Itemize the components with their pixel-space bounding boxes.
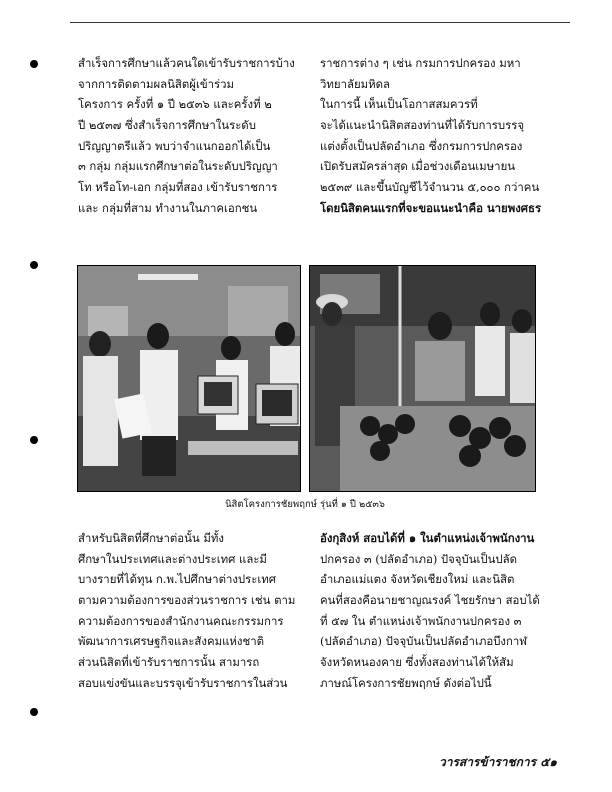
text-line: ที่ ๕๗ ใน ตำแหน่งเจ้าพนักงานปกครอง ๓ [320, 613, 522, 628]
text-line: บางรายที่ได้ทุน ก.พ.ไปศึกษาต่างประเทศ [78, 572, 277, 587]
page-footer: วารสารข้าราชการ ๕๑ [438, 755, 557, 769]
text-line: แต่งตั้งเป็นปลัดอำเภอ ซึ่งกรมการปกครอง [320, 138, 523, 153]
text-line: อำเภอแม่แตง จังหวัดเชียงใหม่ และนิสิต [320, 572, 515, 587]
bullet-dot-icon [30, 436, 38, 444]
text-line: ๓ กลุ่ม กลุ่มแรกศึกษาต่อในระดับปริญญา [78, 159, 278, 174]
header-rule [70, 22, 570, 23]
text-line: จะได้แนะนำนิสิตสองท่านที่ได้รับการบรรจุ [320, 118, 525, 133]
bottom-right-column [320, 528, 540, 694]
bottom-left-column [78, 528, 295, 694]
top-left-column [78, 53, 295, 219]
text-line: ๒๕๓๙ และขึ้นบัญชีไว้จำนวน ๕,๐๐๐ กว่าคน [320, 180, 540, 195]
text-line: ตามความต้องการของส่วนราชการ เช่น ตาม [78, 593, 296, 608]
text-line: วิทยาลัยมหิดล [320, 76, 391, 91]
text-line: ปี ๒๕๓๗ ซึ่งสำเร็จการศึกษาในระดับ [78, 118, 256, 133]
photo-students-factory [309, 265, 536, 492]
text-line: (ปลัดอำเภอ) ปัจจุบันเป็นปลัดอำเภอบึงกาฬ [320, 634, 528, 649]
top-right-column [320, 53, 541, 219]
text-line: อังกุสิงห์ สอบได้ที่ ๑ ในตำแหน่งเจ้าพนักงาน [320, 531, 535, 545]
text-line: จากการติดตามผลนิสิตผู้เข้าร่วม [78, 76, 235, 91]
text-line: ในการนี้ เห็นเป็นโอกาสสมควรที่ [320, 97, 478, 112]
bullet-dot-icon [30, 60, 38, 68]
text-line: และ กลุ่มที่สาม ทำงานในภาคเอกชน [78, 200, 258, 215]
text-line: สอบแข่งขันและบรรจุเข้ารับราชการในส่วน [78, 675, 288, 690]
text-line: ศึกษาในประเทศและต่างประเทศ และมี [78, 551, 267, 566]
text-line: โครงการ ครั้งที่ ๑ ปี ๒๕๓๖ และครั้งที่ ๒ [78, 97, 272, 112]
text-line: ส่วนนิสิตที่เข้ารับราชการนั้น สามารถ [78, 655, 260, 670]
text-line: ภาษณ์โครงการชัยพฤกษ์ ดังต่อไปนี้ [320, 675, 492, 690]
text-line: โท หรือโท-เอก กลุ่มที่สอง เข้ารับราชการ [78, 180, 278, 195]
photo-students-computers [77, 265, 301, 492]
bullet-dot-icon [30, 708, 38, 716]
bullet-dot-icon [30, 261, 38, 269]
text-line: เปิดรับสมัครล่าสุด เมื่อช่วงเดือนเมษายน [320, 159, 516, 174]
text-line: คนที่สองคือนายชาญณรงค์ ไชยรักษา สอบได้ [320, 593, 540, 608]
text-line: โดยนิสิตคนแรกที่จะขอแนะนำคือ นายพงศธร [320, 200, 542, 215]
text-line: สำเร็จการศึกษาแล้วคนใดเข้ารับราชการบ้าง [78, 56, 295, 70]
text-line: ปกครอง ๓ (ปลัดอำเภอ) ปัจจุบันเป็นปลัด [320, 551, 518, 566]
text-line: ความต้องการของสำนักงานคณะกรรมการ [78, 613, 284, 628]
text-line: ราชการต่าง ๆ เช่น กรมการปกครอง มหา [320, 56, 521, 70]
text-line: ปริญญาตรีแล้ว พบว่าจำแนกออกได้เป็น [78, 138, 271, 153]
photo-caption: นิสิตโครงการชัยพฤกษ์ รุ่นที่ ๑ ปี ๒๕๓๖ [225, 499, 385, 510]
text-line: สำหรับนิสิตที่ศึกษาต่อนั้น มีทั้ง [78, 531, 224, 545]
text-line: พัฒนาการเศรษฐกิจและสังคมแห่งชาติ [78, 634, 265, 649]
text-line: จังหวัดหนองคาย ซึ่งทั้งสองท่านได้ให้สัม [320, 655, 514, 670]
